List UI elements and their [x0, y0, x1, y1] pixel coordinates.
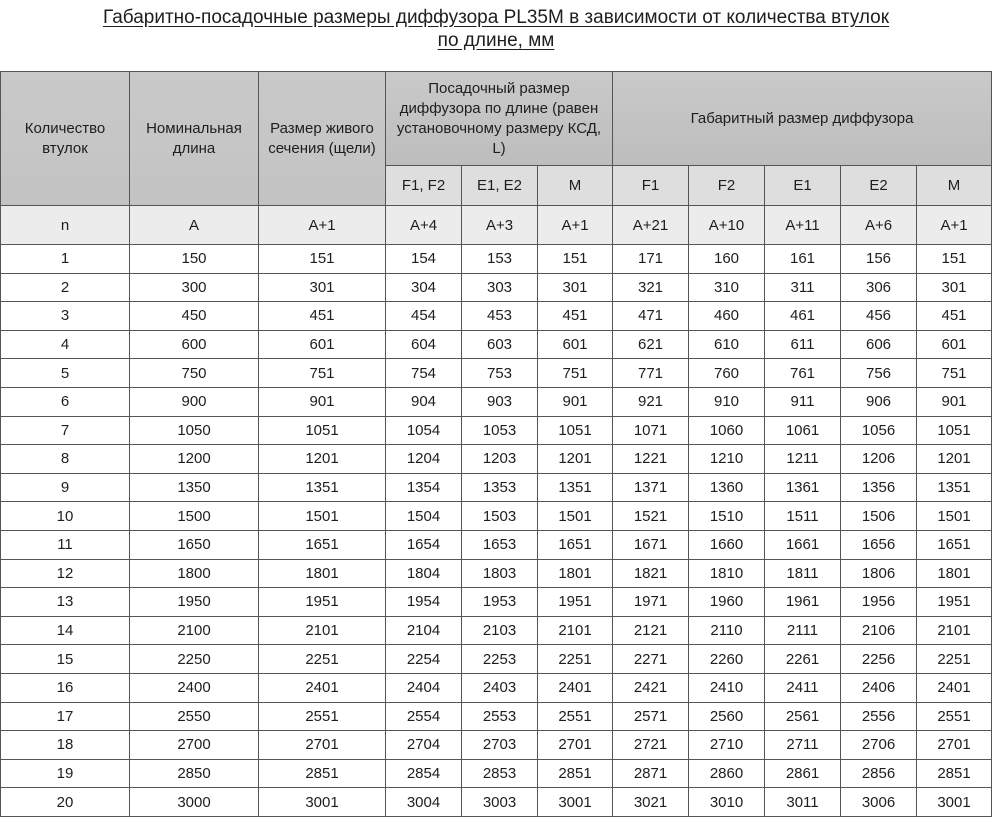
- table-cell: 311: [765, 273, 841, 302]
- table-cell: 2704: [386, 731, 462, 760]
- table-cell: 2401: [259, 673, 386, 702]
- table-cell: 19: [1, 759, 130, 788]
- table-cell: 15: [1, 645, 130, 674]
- table-cell: 1501: [538, 502, 613, 531]
- table-row: [1, 759, 992, 788]
- table-cell: 9: [1, 473, 130, 502]
- table-cell: 2104: [386, 616, 462, 645]
- table-cell: 1061: [765, 416, 841, 445]
- table-cell: 2103: [462, 616, 538, 645]
- table-row: [1, 502, 992, 531]
- table-cell: 2551: [917, 702, 992, 731]
- table-cell: 2406: [841, 673, 917, 702]
- table-cell: 753: [462, 359, 538, 388]
- table-cell: 2550: [130, 702, 259, 731]
- table-cell: 17: [1, 702, 130, 731]
- table-cell: 7: [1, 416, 130, 445]
- table-cell: 153: [462, 245, 538, 274]
- table-row: [1, 673, 992, 702]
- table-cell: 156: [841, 245, 917, 274]
- table-cell: 1956: [841, 588, 917, 617]
- table-cell: 1821: [613, 559, 689, 588]
- table-cell: 921: [613, 387, 689, 416]
- table-cell: 1071: [613, 416, 689, 445]
- table-cell: 1800: [130, 559, 259, 588]
- table-cell: 1351: [917, 473, 992, 502]
- header-sub-cell: F2: [689, 166, 765, 206]
- table-cell: 2710: [689, 731, 765, 760]
- table-cell: 1201: [538, 445, 613, 474]
- table-cell: 10: [1, 502, 130, 531]
- table-cell: 3001: [917, 788, 992, 817]
- table-cell: 1053: [462, 416, 538, 445]
- table-cell: 901: [259, 387, 386, 416]
- table-cell: 2101: [259, 616, 386, 645]
- symbol-cell: A+11: [765, 206, 841, 245]
- title-line-2: по длине, мм: [437, 30, 555, 51]
- table-cell: 150: [130, 245, 259, 274]
- table-cell: 2701: [259, 731, 386, 760]
- table-cell: 171: [613, 245, 689, 274]
- table-cell: 611: [765, 330, 841, 359]
- table-cell: 751: [259, 359, 386, 388]
- table-cell: 2411: [765, 673, 841, 702]
- table-row: [1, 645, 992, 674]
- table-cell: 451: [917, 302, 992, 331]
- table-cell: 1651: [538, 530, 613, 559]
- table-row: [1, 273, 992, 302]
- table-cell: 2254: [386, 645, 462, 674]
- table-cell: 621: [613, 330, 689, 359]
- table-cell: 756: [841, 359, 917, 388]
- table-cell: 2251: [538, 645, 613, 674]
- table-cell: 760: [689, 359, 765, 388]
- table-cell: 1951: [538, 588, 613, 617]
- table-cell: 601: [917, 330, 992, 359]
- table-cell: 12: [1, 559, 130, 588]
- table-cell: 2551: [538, 702, 613, 731]
- table-row: [1, 731, 992, 760]
- table-cell: 1953: [462, 588, 538, 617]
- table-cell: 606: [841, 330, 917, 359]
- table-cell: 2571: [613, 702, 689, 731]
- header-overall-size: Габаритный размер диффузора: [613, 72, 992, 166]
- table-cell: 1356: [841, 473, 917, 502]
- table-cell: 14: [1, 616, 130, 645]
- table-cell: 2121: [613, 616, 689, 645]
- table-cell: 1206: [841, 445, 917, 474]
- table-cell: 1950: [130, 588, 259, 617]
- dimensions-table: [0, 71, 992, 817]
- table-cell: 3004: [386, 788, 462, 817]
- table-cell: 451: [538, 302, 613, 331]
- table-cell: 1201: [917, 445, 992, 474]
- table-cell: 151: [538, 245, 613, 274]
- table-cell: 2111: [765, 616, 841, 645]
- table-cell: 906: [841, 387, 917, 416]
- table-cell: 1210: [689, 445, 765, 474]
- table-row: [1, 559, 992, 588]
- table-cell: 2261: [765, 645, 841, 674]
- table-cell: 301: [538, 273, 613, 302]
- table-cell: 471: [613, 302, 689, 331]
- table-cell: 3010: [689, 788, 765, 817]
- table-cell: 454: [386, 302, 462, 331]
- table-cell: 1954: [386, 588, 462, 617]
- table-cell: 1656: [841, 530, 917, 559]
- table-cell: 2110: [689, 616, 765, 645]
- symbol-cell: A+6: [841, 206, 917, 245]
- table-cell: 2553: [462, 702, 538, 731]
- table-body: [1, 245, 992, 817]
- table-cell: 151: [917, 245, 992, 274]
- table-cell: 3001: [538, 788, 613, 817]
- table-cell: 1350: [130, 473, 259, 502]
- table-cell: 453: [462, 302, 538, 331]
- table-cell: 754: [386, 359, 462, 388]
- table-cell: 1511: [765, 502, 841, 531]
- header-section-size: Размер живого сечения (щели): [259, 72, 386, 206]
- header-count: Количество втулок: [1, 72, 130, 206]
- header-sub-cell: F1: [613, 166, 689, 206]
- table-cell: 1506: [841, 502, 917, 531]
- table-cell: 1661: [765, 530, 841, 559]
- table-cell: 911: [765, 387, 841, 416]
- table-row: [1, 588, 992, 617]
- table-cell: 161: [765, 245, 841, 274]
- symbol-cell: A+4: [386, 206, 462, 245]
- table-cell: 1351: [259, 473, 386, 502]
- table-cell: 8: [1, 445, 130, 474]
- header-nominal-length: Номинальная длина: [130, 72, 259, 206]
- table-cell: 2260: [689, 645, 765, 674]
- symbol-cell: n: [1, 206, 130, 245]
- symbol-row: [1, 206, 992, 245]
- table-cell: 2861: [765, 759, 841, 788]
- table-cell: 2101: [538, 616, 613, 645]
- title-line-1: Габаритно-посадочные размеры диффузора PL35M в зависимости от количества втулок: [102, 7, 890, 28]
- table-cell: 1960: [689, 588, 765, 617]
- table-cell: 151: [259, 245, 386, 274]
- table-cell: 310: [689, 273, 765, 302]
- table-row: [1, 702, 992, 731]
- table-cell: 2856: [841, 759, 917, 788]
- table-cell: 2711: [765, 731, 841, 760]
- table-cell: 321: [613, 273, 689, 302]
- table-cell: 2421: [613, 673, 689, 702]
- table-cell: 761: [765, 359, 841, 388]
- table-cell: 2: [1, 273, 130, 302]
- table-cell: 2851: [917, 759, 992, 788]
- table-cell: 1353: [462, 473, 538, 502]
- table-cell: 1653: [462, 530, 538, 559]
- table-cell: 1054: [386, 416, 462, 445]
- table-row: [1, 416, 992, 445]
- table-cell: 1060: [689, 416, 765, 445]
- table-cell: 1351: [538, 473, 613, 502]
- table-cell: 751: [917, 359, 992, 388]
- table-cell: 18: [1, 731, 130, 760]
- table-cell: 2251: [259, 645, 386, 674]
- symbol-cell: A+3: [462, 206, 538, 245]
- header-sub-cell: E1, E2: [462, 166, 538, 206]
- table-cell: 11: [1, 530, 130, 559]
- symbol-cell: A+1: [259, 206, 386, 245]
- table-cell: 2401: [917, 673, 992, 702]
- table-cell: 2554: [386, 702, 462, 731]
- table-cell: 2101: [917, 616, 992, 645]
- table-cell: 904: [386, 387, 462, 416]
- table-cell: 5: [1, 359, 130, 388]
- symbol-cell: A+10: [689, 206, 765, 245]
- table-cell: 2250: [130, 645, 259, 674]
- table-cell: 1806: [841, 559, 917, 588]
- table-row: [1, 788, 992, 817]
- table-cell: 3011: [765, 788, 841, 817]
- table-cell: 300: [130, 273, 259, 302]
- table-cell: 2100: [130, 616, 259, 645]
- table-cell: 2851: [538, 759, 613, 788]
- table-cell: 301: [917, 273, 992, 302]
- table-cell: 1804: [386, 559, 462, 588]
- table-row: [1, 387, 992, 416]
- table-cell: 2871: [613, 759, 689, 788]
- table-cell: 601: [259, 330, 386, 359]
- table-cell: 1521: [613, 502, 689, 531]
- table-cell: 1: [1, 245, 130, 274]
- header-sub-cell: E1: [765, 166, 841, 206]
- table-cell: 1660: [689, 530, 765, 559]
- header-row-main: [1, 72, 992, 166]
- table-cell: 1650: [130, 530, 259, 559]
- table-cell: 1203: [462, 445, 538, 474]
- table-cell: 2404: [386, 673, 462, 702]
- table-cell: 2106: [841, 616, 917, 645]
- table-cell: 1951: [917, 588, 992, 617]
- table-cell: 750: [130, 359, 259, 388]
- table-cell: 2700: [130, 731, 259, 760]
- table-cell: 2851: [259, 759, 386, 788]
- table-cell: 2850: [130, 759, 259, 788]
- table-cell: 771: [613, 359, 689, 388]
- table-cell: 1801: [259, 559, 386, 588]
- table-row: [1, 473, 992, 502]
- table-cell: 3021: [613, 788, 689, 817]
- table-cell: 306: [841, 273, 917, 302]
- table-cell: 2403: [462, 673, 538, 702]
- table-cell: 456: [841, 302, 917, 331]
- table-cell: 910: [689, 387, 765, 416]
- table-cell: 2253: [462, 645, 538, 674]
- table-cell: 2701: [538, 731, 613, 760]
- table-cell: 154: [386, 245, 462, 274]
- table-row: [1, 302, 992, 331]
- table-cell: 20: [1, 788, 130, 817]
- table-cell: 1801: [917, 559, 992, 588]
- table-cell: 460: [689, 302, 765, 331]
- table-cell: 1651: [917, 530, 992, 559]
- table-cell: 901: [538, 387, 613, 416]
- table-cell: 2703: [462, 731, 538, 760]
- table-cell: 451: [259, 302, 386, 331]
- table-cell: 2401: [538, 673, 613, 702]
- table-cell: 450: [130, 302, 259, 331]
- table-cell: 2256: [841, 645, 917, 674]
- table-row: [1, 445, 992, 474]
- symbol-cell: A+21: [613, 206, 689, 245]
- table-cell: 1510: [689, 502, 765, 531]
- table-cell: 301: [259, 273, 386, 302]
- table-cell: 2556: [841, 702, 917, 731]
- table-cell: 1671: [613, 530, 689, 559]
- table-cell: 751: [538, 359, 613, 388]
- table-cell: 2551: [259, 702, 386, 731]
- table-row: [1, 330, 992, 359]
- table-cell: 303: [462, 273, 538, 302]
- table-cell: 1810: [689, 559, 765, 588]
- table-cell: 1803: [462, 559, 538, 588]
- symbol-cell: A+1: [538, 206, 613, 245]
- table-cell: 1501: [259, 502, 386, 531]
- symbol-cell: A+1: [917, 206, 992, 245]
- table-cell: 603: [462, 330, 538, 359]
- table-cell: 1051: [538, 416, 613, 445]
- table-cell: 1651: [259, 530, 386, 559]
- table-cell: 2410: [689, 673, 765, 702]
- table-cell: 2854: [386, 759, 462, 788]
- table-cell: 1504: [386, 502, 462, 531]
- table-cell: 1050: [130, 416, 259, 445]
- table-cell: 1951: [259, 588, 386, 617]
- table-cell: 6: [1, 387, 130, 416]
- table-cell: 2853: [462, 759, 538, 788]
- table-cell: 1503: [462, 502, 538, 531]
- table-row: [1, 530, 992, 559]
- table-cell: 4: [1, 330, 130, 359]
- table-cell: 2721: [613, 731, 689, 760]
- table-cell: 304: [386, 273, 462, 302]
- table-cell: 604: [386, 330, 462, 359]
- table-cell: 1200: [130, 445, 259, 474]
- table-cell: 903: [462, 387, 538, 416]
- table-cell: 2561: [765, 702, 841, 731]
- table-cell: 3003: [462, 788, 538, 817]
- table-cell: 461: [765, 302, 841, 331]
- table-cell: 2400: [130, 673, 259, 702]
- table-cell: 1501: [917, 502, 992, 531]
- table-cell: 1371: [613, 473, 689, 502]
- table-cell: 1354: [386, 473, 462, 502]
- table-cell: 1961: [765, 588, 841, 617]
- header-sub-cell: F1, F2: [386, 166, 462, 206]
- table-cell: 2860: [689, 759, 765, 788]
- table-cell: 1051: [917, 416, 992, 445]
- page-title: [0, 6, 992, 52]
- table-cell: 13: [1, 588, 130, 617]
- table-cell: 3001: [259, 788, 386, 817]
- table-cell: 1221: [613, 445, 689, 474]
- table-cell: 1811: [765, 559, 841, 588]
- table-cell: 2701: [917, 731, 992, 760]
- table-cell: 1204: [386, 445, 462, 474]
- table-cell: 1971: [613, 588, 689, 617]
- table-cell: 1654: [386, 530, 462, 559]
- table-cell: 1211: [765, 445, 841, 474]
- symbol-cell: A: [130, 206, 259, 245]
- table-cell: 600: [130, 330, 259, 359]
- table-cell: 2706: [841, 731, 917, 760]
- table-cell: 1500: [130, 502, 259, 531]
- table-cell: 160: [689, 245, 765, 274]
- table-row: [1, 616, 992, 645]
- table-cell: 1056: [841, 416, 917, 445]
- table-cell: 2271: [613, 645, 689, 674]
- table-row: [1, 245, 992, 274]
- table-row: [1, 359, 992, 388]
- header-mount-size: Посадочный размер диффузора по длине (равен установочному размеру КСД, L): [386, 72, 613, 166]
- table-cell: 900: [130, 387, 259, 416]
- table-cell: 3000: [130, 788, 259, 817]
- header-sub-cell: M: [917, 166, 992, 206]
- table-cell: 3: [1, 302, 130, 331]
- table-cell: 1361: [765, 473, 841, 502]
- table-cell: 1051: [259, 416, 386, 445]
- table-cell: 2560: [689, 702, 765, 731]
- table-cell: 901: [917, 387, 992, 416]
- table-cell: 601: [538, 330, 613, 359]
- table-cell: 16: [1, 673, 130, 702]
- table-cell: 1360: [689, 473, 765, 502]
- table-cell: 2251: [917, 645, 992, 674]
- table-cell: 3006: [841, 788, 917, 817]
- header-sub-cell: M: [538, 166, 613, 206]
- table-cell: 1201: [259, 445, 386, 474]
- header-sub-cell: E2: [841, 166, 917, 206]
- table-cell: 1801: [538, 559, 613, 588]
- table-cell: 610: [689, 330, 765, 359]
